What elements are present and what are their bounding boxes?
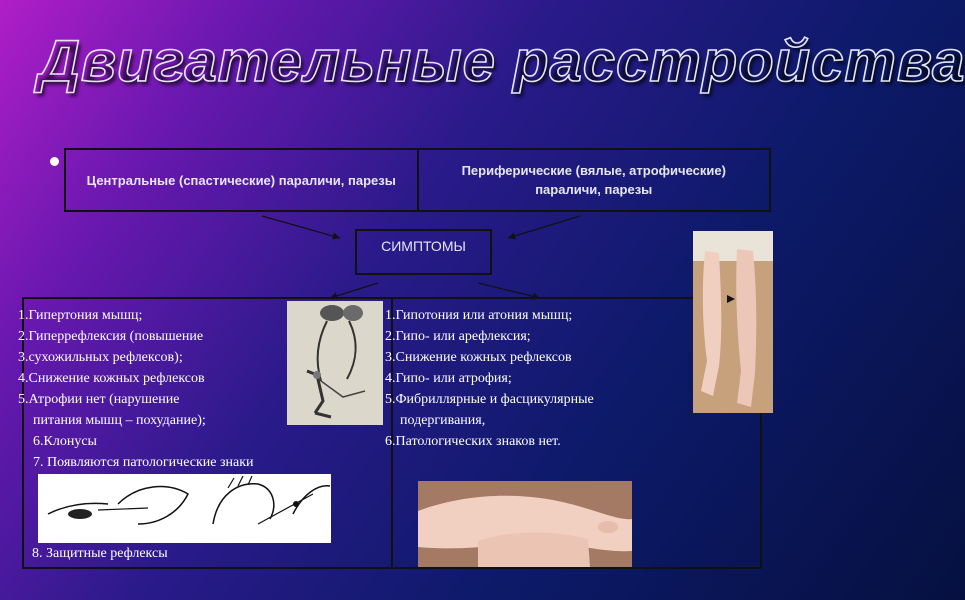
header-peripheral: Периферические (вялые, атрофические) параличи, парезы — [417, 150, 770, 210]
list-item: 6.Клонусы — [33, 434, 97, 449]
arrow-symptoms-to-left — [330, 283, 378, 298]
list-item: 3.Снижение кожных рефлексов — [385, 350, 572, 365]
list-item: питания мышц – похудание); — [33, 413, 206, 428]
list-item: 2.Гиперрефлексия (повышение — [18, 329, 204, 344]
pathological-reflex-drawing — [38, 474, 331, 543]
list-item: 1.Гипотония или атония мышц; — [385, 308, 573, 323]
nerve-pathway-image — [287, 301, 383, 425]
list-item: 3.сухожильных рефлексов); — [18, 350, 183, 365]
arrow-symptoms-to-right — [478, 283, 540, 298]
slide-title: Двигательные расстройства — [38, 29, 965, 94]
arrow-right-to-symptoms — [508, 216, 580, 238]
protective-reflexes-item: 8. Защитные рефлексы — [32, 546, 168, 561]
list-item: 4.Снижение кожных рефлексов — [18, 371, 205, 386]
list-item: подергивания, — [400, 413, 486, 428]
peripheral-symptoms-list — [385, 305, 685, 452]
atrophic-legs-photo — [693, 231, 773, 413]
list-item: 2.Гипо- или арефлексия; — [385, 329, 531, 344]
header-central: Центральные (спастические) параличи, парезы — [86, 172, 396, 188]
arrow-left-to-symptoms — [262, 216, 340, 238]
list-item: 7. Появляются патологические знаки — [33, 455, 254, 470]
list-item: 5.Атрофии нет (нарушение — [18, 392, 180, 407]
list-item: 4.Гипо- или атрофия; — [385, 371, 512, 386]
child-feet-photo — [418, 481, 632, 567]
list-item: 6.Патологических знаков нет. — [385, 434, 561, 449]
symptoms-box: СИМПТОМЫ — [355, 229, 492, 275]
list-item: 1.Гипертония мышц; — [18, 308, 143, 323]
list-item: 5.Фибриллярные и фасцикулярные — [385, 392, 594, 407]
